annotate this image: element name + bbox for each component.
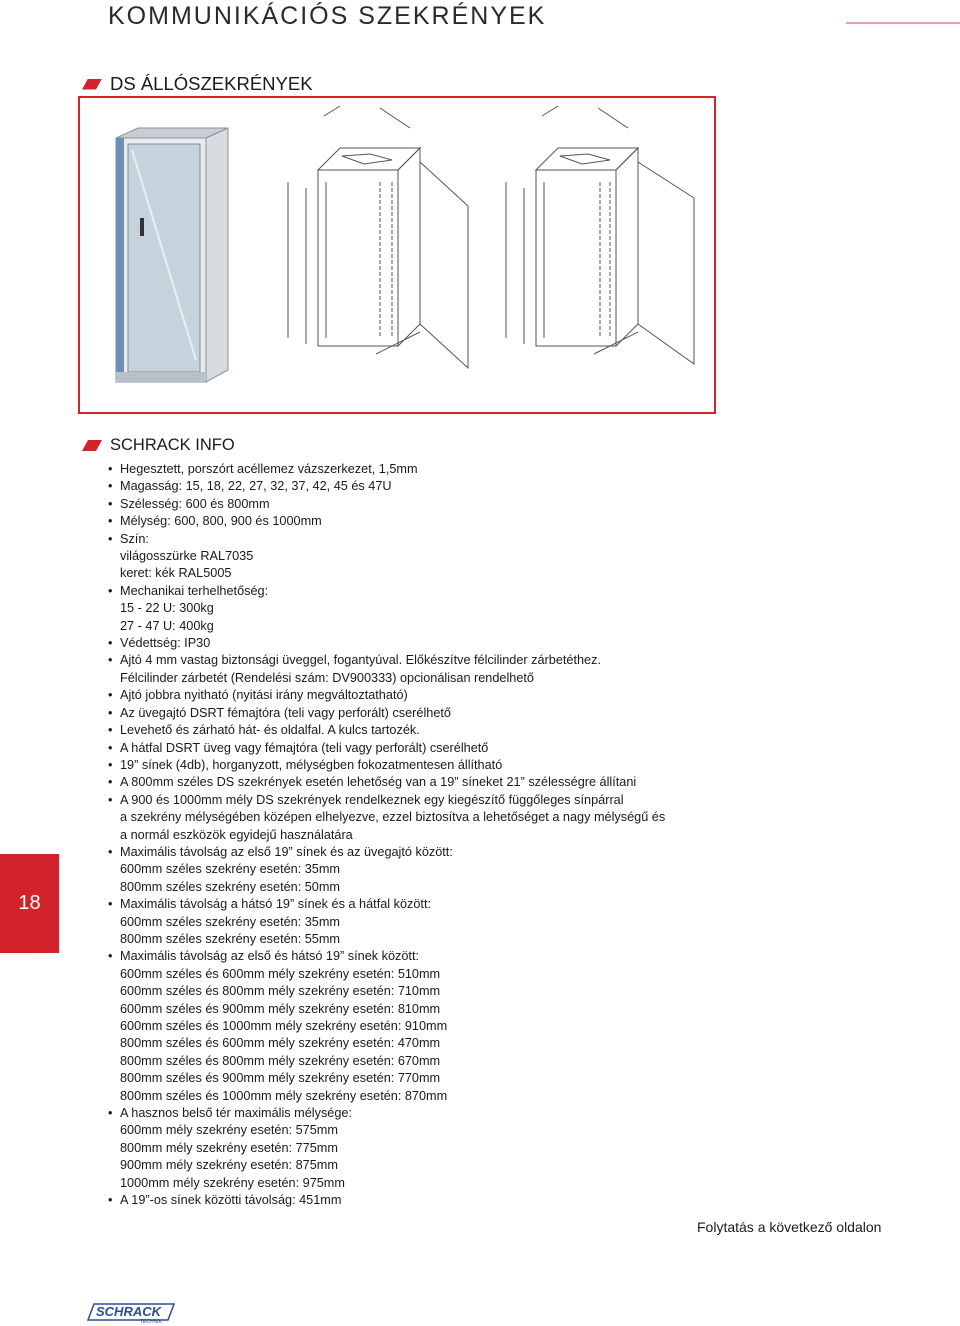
info-item: • Ajtó jobbra nyitható (nyitási irány megváltoztatható) (108, 687, 808, 704)
info-item: a normál eszközök egyidejű használatára (120, 827, 353, 842)
product-image-frame (78, 96, 716, 414)
info-item: 800mm mély szekrény esetén: 775mm (120, 1140, 338, 1155)
info-item: • Szín: (108, 531, 808, 548)
logo-subtext: TECHNIK (140, 1319, 162, 1324)
info-item: • Maximális távolság az első 19” sínek és az üvegajtó között: (108, 844, 808, 861)
info-item: világosszürke RAL7035 (120, 549, 254, 564)
info-item: 600mm széles és 600mm mély szekrény esetén: 510mm (120, 966, 441, 981)
cabinet-illustrations (80, 98, 714, 412)
info-item: • Mechanikai terhelhetőség: (108, 583, 808, 600)
info-item: 27 - 47 U: 400kg (120, 618, 214, 633)
info-item: 800mm széles szekrény esetén: 55mm (120, 931, 341, 946)
info-item: • Védettség: IP30 (108, 635, 808, 652)
info-item: • Maximális távolság az első és hátsó 19” sínek között: (108, 948, 808, 965)
info-item: • Az üvegajtó DSRT fémajtóra (teli vagy perforált) cserélhető (108, 705, 808, 722)
info-item: 600mm széles szekrény esetén: 35mm (120, 862, 341, 877)
page-number-tab (0, 854, 59, 953)
info-item: • Szélesség: 600 és 800mm (108, 496, 808, 513)
page-title: KOMMUNIKÁCIÓS SZEKRÉNYEK (108, 2, 547, 30)
info-item: 600mm széles és 1000mm mély szekrény esetén: 910mm (120, 1019, 448, 1033)
cabinet-drawing-2 (506, 106, 694, 364)
page-number: 18 (18, 892, 41, 914)
info-item: • A hasznos belső tér maximális mélysége: (108, 1105, 808, 1122)
info-item: • Ajtó 4 mm vastag biztonsági üveggel, fogantyúval. Előkészítve félcilinder zárbetéthez. (108, 652, 808, 669)
info-item: 600mm széles és 900mm mély szekrény esetén: 810mm (120, 1001, 441, 1016)
header-rule (846, 22, 960, 24)
logo-text: SCHRACK (96, 1304, 161, 1319)
info-item: 600mm széles szekrény esetén: 35mm (120, 914, 341, 929)
info-item: • Maximális távolság a hátsó 19” sínek és a hátfal között: (108, 896, 808, 913)
info-item: • A hátfal DSRT üveg vagy fémajtóra (teli vagy perforált) cserélhető (108, 740, 808, 757)
info-item: Félcilinder zárbetét (Rendelési szám: DV900333) opcionálisan rendelhető (120, 670, 534, 685)
cabinet-drawing-1 (288, 106, 468, 368)
info-item: 800mm széles szekrény esetén: 50mm (120, 879, 341, 894)
info-item: a szekrény mélységében középen elhelyezve, ezzel biztosítva a lehetőséget a nagy mélységű és (120, 810, 666, 825)
info-item: • Magasság: 15, 18, 22, 27, 32, 37, 42, 45 és 47U (108, 478, 808, 495)
info-item: keret: kék RAL5005 (120, 566, 232, 581)
info-item: 15 - 22 U: 300kg (120, 601, 214, 616)
section-title: SCHRACK INFO (110, 436, 235, 454)
info-item: • A 19”-os sínek közötti távolság: 451mm (108, 1192, 808, 1209)
info-item: 800mm széles és 600mm mély szekrény esetén: 470mm (120, 1036, 441, 1051)
info-item: 800mm széles és 800mm mély szekrény esetén: 670mm (120, 1053, 441, 1068)
info-item: 600mm mély szekrény esetén: 575mm (120, 1123, 338, 1138)
info-item: • Levehető és zárható hát- és oldalfal. A kulcs tartozék. (108, 722, 808, 739)
info-item: • A 900 és 1000mm mély DS szekrények rendelkeznek egy kiegészítő függőleges sínpárral (108, 792, 808, 809)
info-item: 1000mm mély szekrény esetén: 975mm (120, 1175, 345, 1190)
info-item: • A 800mm széles DS szekrények esetén lehetőség van a 19” síneket 21” szélességre állítani (108, 774, 808, 791)
continue-note: Folytatás a következő oldalon (697, 1219, 882, 1235)
info-list (108, 461, 808, 1209)
cabinet-photo (116, 128, 228, 382)
section-title: DS ÁLLÓSZEKRÉNYEK (110, 73, 313, 94)
info-item: 800mm széles és 1000mm mély szekrény esetén: 870mm (120, 1088, 448, 1103)
info-item: • Hegesztett, porszórt acéllemez vázszerkezet, 1,5mm (108, 461, 808, 478)
section-heading-ds (82, 73, 313, 95)
info-item: • Mélység: 600, 800, 900 és 1000mm (108, 513, 808, 530)
schrack-logo (86, 1302, 176, 1324)
info-item: 800mm széles és 900mm mély szekrény esetén: 770mm (120, 1071, 441, 1086)
heading-marker-icon (82, 79, 102, 90)
info-item: 900mm mély szekrény esetén: 875mm (120, 1158, 338, 1173)
info-item: 600mm széles és 800mm mély szekrény esetén: 710mm (120, 984, 441, 999)
heading-marker-icon (82, 440, 102, 451)
info-item: • 19” sínek (4db), horganyzott, mélységben fokozatmentesen állítható (108, 757, 808, 774)
section-heading-info (82, 436, 235, 455)
